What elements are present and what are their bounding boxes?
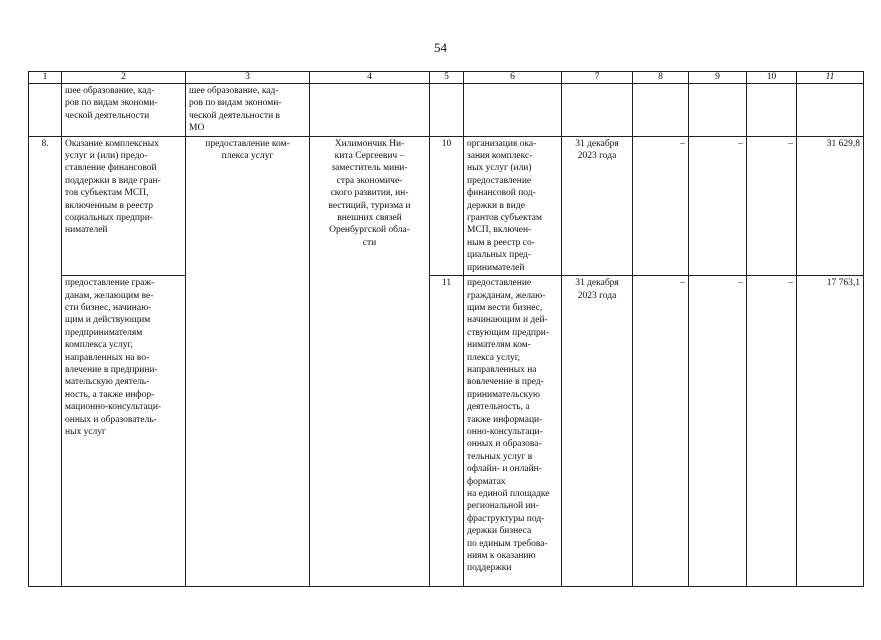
item-title: Оказание комплексных услуг и (или) предо- ставление финансовой поддержки в виде гран- тов субъектам МСП, включенным в реестр социальных предпри- нимателей <box>62 136 186 275</box>
table-row <box>29 136 864 275</box>
indicator-number: 11 <box>430 276 464 587</box>
cell <box>562 84 633 137</box>
indicator-col10: – <box>747 136 797 275</box>
header-cell: 4 <box>310 72 430 84</box>
continuation-col3: шее образование, кад- ров по видам экономи- ческой деятельности в МО <box>186 84 310 137</box>
item-title-b: предоставление граж- данам, желающим ве- сти бизнес, начинаю- щим и действующим предпринимателям комплекса услуг, направленных на во- влечение в предприни- мательскую деятель- ность, а также инфор- мационно-консультаци- онных и образователь- ных услуг <box>62 276 186 587</box>
indicator-date: 31 декабря 2023 года <box>562 276 633 587</box>
item-responsible: Хилимончик Ни- кита Сергеевич – заместитель мини- стра экономиче- ского развития, ин- вестиций, туризма и внешних связей Оренбургской обла- сти <box>310 136 430 586</box>
cell <box>633 84 689 137</box>
item-number: 8. <box>29 136 62 586</box>
page-number: 54 <box>434 40 447 55</box>
cell <box>689 84 747 137</box>
header-cell: 2 <box>62 72 186 84</box>
table-row <box>29 276 864 587</box>
continuation-col2: шее образование, кад- ров по видам экономи- ческой деятельности <box>62 84 186 137</box>
indicator-col8: – <box>633 136 689 275</box>
cell <box>310 84 430 137</box>
header-cell: 11 <box>797 72 864 84</box>
indicator-date: 31 декабря 2023 года <box>562 136 633 275</box>
cell <box>464 84 562 137</box>
indicator-text: организация ока- зания комплекс- ных услуг (или) предоставление финансовой под- держки в виде грантов субъектам МСП, включен- ным в реестр со- циальных пред- принимателей <box>464 136 562 275</box>
header-cell: 3 <box>186 72 310 84</box>
header-cell: 8 <box>633 72 689 84</box>
indicator-text: предоставление гражданам, желаю- щим вести бизнес, начинающим и дей- ствующим предпри- нимателям ком- плекса услуг, направленных на вовлечение в пред- принимательскую деятельность, а также информаци- онно-консультаци- онных и образова- тельных услуг в офлайн- и онлайн- форматах на единой площадке региональной ин- фраструктуры под- держки бизнеса по единым требова- ниям к оказанию поддержки <box>464 276 562 587</box>
header-row <box>29 72 864 84</box>
header-cell: 1 <box>29 72 62 84</box>
cell <box>747 84 797 137</box>
indicator-value: 17 763,1 <box>797 276 864 587</box>
header-cell: 7 <box>562 72 633 84</box>
header-cell: 6 <box>464 72 562 84</box>
cell <box>430 84 464 137</box>
indicator-number: 10 <box>430 136 464 275</box>
plan-table <box>28 71 864 587</box>
indicator-col9: – <box>689 276 747 587</box>
header-cell: 5 <box>430 72 464 84</box>
cell <box>29 84 62 137</box>
indicator-col8: – <box>633 276 689 587</box>
indicator-value: 31 629,8 <box>797 136 864 275</box>
indicator-col9: – <box>689 136 747 275</box>
item-result: предоставление ком- плекса услуг <box>186 136 310 586</box>
indicator-col10: – <box>747 276 797 587</box>
cell <box>797 84 864 137</box>
continuation-row <box>29 84 864 137</box>
header-cell: 10 <box>747 72 797 84</box>
header-cell: 9 <box>689 72 747 84</box>
